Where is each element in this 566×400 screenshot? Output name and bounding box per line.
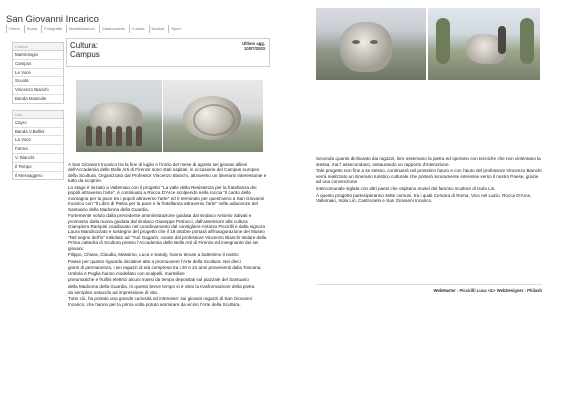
article-paragraph: intercomunale siglata con altri paesi che ospitano musei del famoso scultore di Isola Liri. [316, 185, 496, 191]
tree [520, 18, 534, 64]
sidebar-group-link [12, 110, 64, 181]
nav-link-home[interactable]: Home [6, 25, 22, 33]
sidebar-link[interactable]: Il Tempo [13, 163, 63, 172]
sculpture-eye [352, 40, 360, 44]
nav-link-sport[interactable]: Sport [168, 25, 183, 33]
sidebar-link[interactable]: Cayro [13, 119, 63, 128]
nav-link-manifestazioni[interactable]: Manifestazioni [66, 25, 97, 33]
photo-sculptor-at-work [428, 8, 540, 80]
article-paragraph: Secondo quanto dichiarato dai ragazzi, loro osservano la pietra ed operano con tecniche che non violentano la stessa, ma l' assecondano, instaurando un rapporto d'interazione. [316, 156, 541, 167]
sculptor-figure [498, 26, 506, 54]
face-sculpture [340, 22, 392, 72]
sidebar-link[interactable]: Campus [13, 60, 63, 69]
last-updated-date: 10/07/2003 [244, 46, 265, 51]
sidebar-link[interactable]: V. Bianchi [13, 154, 63, 163]
sidebar-link[interactable]: Banda V.Bellini [13, 128, 63, 137]
article-paragraph: Filippo, Chiara, Claudia, Massimo, Luca e Sandy, hanno tenuto a battesimo il nostro [68, 252, 239, 258]
nav-link-musica[interactable]: Musica [149, 25, 167, 33]
sidebar-link[interactable]: Scuola [13, 77, 63, 86]
section-label: Cultura: [70, 41, 99, 50]
article-paragraph: Tale progetto non fine a se stesso, continuerà nel prossimo futuro e con l'aiuto del professore Vincenzo Bianchi verrà realizzato un itinerario turistico culturale che porterà sicuramente interesse verso il nostro Paese, grazie ad una convenzione [316, 168, 542, 185]
footer-credits: WebMaster : Piccirilli Luca <&> WebDesigner : Philash [433, 288, 542, 293]
last-updated [242, 41, 265, 51]
person-figure [126, 126, 132, 146]
page-header [66, 38, 270, 67]
shell-spiral [193, 104, 235, 136]
footer-divider [316, 284, 542, 285]
article-paragraph: della Madonna della Guardia. In questo breve tempo si è visto la trasformazione della pietra [68, 283, 255, 289]
person-figure [106, 126, 112, 146]
sidebar-link[interactable]: La Voce [13, 136, 63, 145]
photo-face-sculpture [316, 8, 426, 80]
article-paragraph: Tutto ciò, ha portato una grande curiosità ed interesse: sui giovani ragazzi di San Giovanni Incarico, che hanno per la prima volta potuto ammirare da vicino l'Arte della Scultura. [68, 296, 252, 307]
nav-link-cultura[interactable]: Cultura [129, 25, 147, 33]
sidebar [12, 42, 64, 186]
article-paragraph: Paese per quanto riguarda iniziative atte a promuovere l'Arte della Scultura. Nei dieci [68, 258, 241, 264]
sculpture-eye [370, 40, 378, 44]
article-paragraph: giorni di permanenza, i sei ragazzi di età compresa tra i 20 e 24 anni provenienti dalla Toscana, Umbria e Puglia hanno modellato con scalpelli, martelline [68, 265, 262, 276]
article-paragraph: da semplice oetacolo ad impressione di vita. [68, 289, 159, 295]
sidebar-link[interactable]: Vincenzo Bianchi [13, 86, 63, 95]
last-updated-label: Ultimo agg. [242, 41, 265, 46]
tree [436, 18, 450, 64]
photo-shell-sculpture [163, 80, 263, 152]
page-label: Campus [70, 50, 100, 59]
person-figure [136, 126, 142, 146]
nav-link-fotografie[interactable]: Fotografie [41, 25, 64, 33]
sidebar-link[interactable]: Il Messaggero [15, 172, 43, 178]
sidebar-link[interactable]: Le Voce [13, 69, 63, 78]
person-figure [96, 126, 102, 146]
article-paragraph: pneumatiche e frullini elettrici alcuni massi da tempo depositati sul piazzale del Santuario [68, 277, 249, 283]
article-paragraph: Lo stage è iniziato a Vallemaio con il progetto "La valle della Resistenza per la fratellanza dei popoli attraverso l'arte", è continuato a Rocca D'Arce scolpendo nella roccia "Il canto della montagna per la pace tra i popoli attraverso l'arte" ed è terminato per quest'anno a San Giovanni Incarico con "Il Libro di Pietra per la pace e la fratellanza attraverso l'arte" nelle adiacenze del Santuario della Madonna della Guardia. [68, 184, 265, 212]
article-paragraph: A questo progetto parteciperanno sette comuni, tra i quali Cervara di Roma, Vico nel Lazio, Rocca D'Arce, Vallemaio, Isola Liri, Castrocielo e San Giovanni Incarico. [316, 192, 532, 204]
page-title [70, 41, 100, 59]
article-text-right [316, 156, 542, 205]
article-text-left [68, 162, 268, 308]
sidebar-group-cultura [12, 42, 64, 104]
person-figure [116, 126, 122, 146]
site-title: San Giovanni Incarico [6, 14, 99, 25]
nav-link-gastronomia[interactable]: Gastronomia [99, 25, 127, 33]
sidebar-group-heading: Cultura [13, 43, 63, 51]
sidebar-link[interactable]: Banda Musicale [15, 95, 47, 101]
sidebar-link[interactable]: Farma [13, 145, 63, 154]
article-paragraph: A San Giovanni Incarico tra la fine di luglio e l'inizio del mese di agosto sei giovani allievi dell'Accademia delle Belle Arti di Firenze sono stati ospitati, in occasione del Campus europeo della Scultura. Organizzato dal Professor Vincenzo Bianchi, attraverso un itinerario interessante e tutto da scoprire. [68, 162, 267, 184]
nav-link-storia[interactable]: Storia [24, 25, 39, 33]
sidebar-link[interactable]: Martirologio [13, 51, 63, 60]
sidebar-group-heading: Link [13, 111, 63, 119]
person-figure [86, 126, 92, 146]
photo-students-group [76, 80, 162, 152]
article-paragraph: Fortemente voluto dalla precedente amministrazione guidata dal sindaco Antonio Salvati e promosso dalla nuova guidata dal sindaco Giuseppe Petrucci, dall'assessore alla cultura Giampiero Rampini coadiuvato nel coordinamento dal consigliere Antonio Piccirilli e dalla signora Laura Mandruzzato e sostegno del progetto che il 19 ottobre portarà all'inaugurazione del Museo "Nel segno dell'io" intitolato ad "Yuri Gagarin, curato dal professore Vincenzo Bianchi titolare della Prima cattedra di Scultura presso l'Accademia delle Belle Arti di Firenze ed insegnante dei sei giovani: [68, 213, 267, 251]
top-navigation [6, 25, 270, 33]
